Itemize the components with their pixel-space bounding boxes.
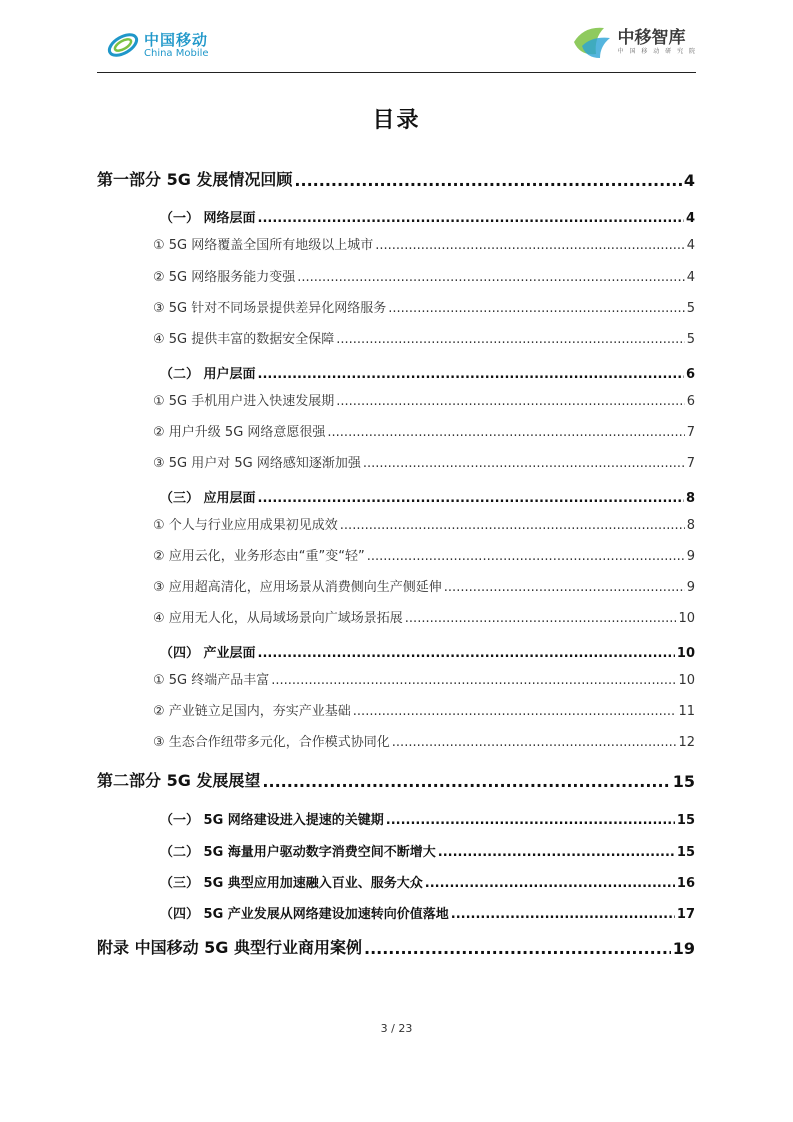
toc-page-number: 6 [686, 394, 695, 409]
toc-page-number: 7 [686, 425, 695, 440]
toc-label: （四） 5G 产业发展从网络建设加速转向价值落地 [160, 907, 449, 922]
toc-label: 第二部分 5G 发展展望 [97, 771, 261, 790]
toc-entry-1-1-3[interactable] [153, 294, 695, 316]
toc-page-number: 10 [676, 646, 695, 661]
toc-entry-appendix[interactable] [97, 936, 695, 958]
toc-label: ① 5G 手机用户进入快速发展期 [153, 394, 335, 409]
toc-label: （二） 5G 海量用户驱动数字消费空间不断增大 [160, 845, 436, 860]
toc-page-number: 10 [678, 673, 695, 688]
toc-leader-dots [336, 394, 684, 409]
think-tank-logo-icon [570, 22, 614, 62]
toc-page-number: 17 [676, 907, 695, 922]
toc-label: ③ 5G 用户对 5G 网络感知逐渐加强 [153, 456, 361, 471]
toc-page-number: 15 [676, 845, 695, 860]
toc-leader-dots [388, 301, 684, 316]
china-mobile-logo [106, 30, 209, 60]
toc-label: ② 应用云化，业务形态由“重”变“轻” [153, 549, 365, 564]
toc-entry-1-2-1[interactable] [153, 387, 695, 409]
toc-label: ③ 应用超高清化，应用场景从消费侧向生产侧延伸 [153, 580, 442, 595]
toc-leader-dots [327, 425, 684, 440]
toc-page-number: 4 [686, 238, 695, 253]
header-divider [97, 72, 696, 73]
toc-label: ② 用户升级 5G 网络意愿很强 [153, 425, 326, 440]
toc-entry-1-3-2[interactable] [153, 542, 695, 564]
toc-entry-1-1-2[interactable] [153, 263, 695, 285]
toc-page-number: 6 [685, 367, 695, 382]
toc-page-number: 15 [672, 772, 695, 791]
toc-label: （四） 产业层面 [160, 646, 256, 661]
toc-page-number: 12 [678, 735, 695, 750]
toc-leader-dots [451, 907, 675, 922]
toc-leader-dots [258, 646, 675, 661]
right-logo-sub: 中 国 移 动 研 究 院 [617, 47, 697, 55]
toc-label: ① 5G 网络覆盖全国所有地级以上城市 [153, 238, 374, 253]
toc-entry-1-2[interactable] [160, 360, 695, 382]
left-logo-en: China Mobile [144, 47, 209, 59]
toc-label: ③ 生态合作纽带多元化，合作模式协同化 [153, 735, 390, 750]
toc-leader-dots [364, 939, 671, 958]
toc-label: （二） 用户层面 [160, 367, 256, 382]
toc-leader-dots [363, 456, 685, 471]
toc-entry-1-2-3[interactable] [153, 449, 695, 471]
page-header [0, 0, 793, 75]
toc-label: ② 产业链立足国内，夯实产业基础 [153, 704, 351, 719]
toc-leader-dots [438, 845, 675, 860]
toc-entry-2-4[interactable] [160, 900, 695, 922]
toc-label: （一） 5G 网络建设进入提速的关键期 [160, 813, 384, 828]
toc-page-number: 9 [686, 549, 695, 564]
toc-page-number: 5 [686, 332, 695, 347]
toc-leader-dots [375, 238, 684, 253]
toc-entry-2-2[interactable] [160, 838, 695, 860]
toc-entry-1-4-3[interactable] [153, 728, 695, 750]
toc-entry-1-2-2[interactable] [153, 418, 695, 440]
toc-leader-dots [386, 813, 675, 828]
toc-page-number: 4 [683, 171, 695, 190]
toc-leader-dots [258, 211, 684, 226]
toc-leader-dots [297, 270, 684, 285]
toc-label: ④ 5G 提供丰富的数据安全保障 [153, 332, 335, 347]
toc-page-number: 5 [686, 301, 695, 316]
toc-entry-1-1[interactable] [160, 204, 695, 226]
toc-leader-dots [392, 735, 677, 750]
toc-entry-1-3-3[interactable] [153, 573, 695, 595]
toc-page-number: 16 [676, 876, 695, 891]
toc-page-number: 15 [676, 813, 695, 828]
toc-label: （三） 应用层面 [160, 491, 256, 506]
toc-label: ④ 应用无人化，从局域场景向广域场景拓展 [153, 611, 403, 626]
toc-page-number: 10 [678, 611, 695, 626]
toc-leader-dots [444, 580, 685, 595]
toc-leader-dots [425, 876, 675, 891]
toc-page-number: 19 [672, 939, 695, 958]
toc-entry-part2[interactable] [97, 769, 695, 791]
toc-entry-2-1[interactable] [160, 806, 695, 828]
toc-leader-dots [340, 518, 685, 533]
toc-entry-1-4-2[interactable] [153, 697, 695, 719]
toc-label: ① 个人与行业应用成果初见成效 [153, 518, 338, 533]
toc-leader-dots [405, 611, 677, 626]
cmri-think-tank-logo [570, 22, 697, 62]
toc-label: （三） 5G 典型应用加速融入百业、服务大众 [160, 876, 423, 891]
toc-label: ② 5G 网络服务能力变强 [153, 270, 296, 285]
toc-page-number: 8 [685, 491, 695, 506]
toc-leader-dots [262, 772, 670, 791]
toc-label: 附录 中国移动 5G 典型行业商用案例 [97, 938, 362, 957]
toc-page-number: 11 [678, 704, 695, 719]
toc-entry-1-3-4[interactable] [153, 604, 695, 626]
toc-leader-dots [258, 491, 684, 506]
china-mobile-swirl-icon [106, 30, 140, 60]
toc-page-number: 9 [686, 580, 695, 595]
toc-leader-dots [271, 673, 676, 688]
toc-leader-dots [336, 332, 684, 347]
toc-entry-2-3[interactable] [160, 869, 695, 891]
toc-page-number: 7 [686, 456, 695, 471]
toc-label: ① 5G 终端产品丰富 [153, 673, 270, 688]
toc-page-number: 4 [685, 211, 695, 226]
toc-label: 第一部分 5G 发展情况回顾 [97, 170, 293, 189]
toc-entry-1-3-1[interactable] [153, 511, 695, 533]
toc-leader-dots [367, 549, 685, 564]
page-indicator: 3 / 23 [380, 1022, 413, 1035]
toc-label: （一） 网络层面 [160, 211, 256, 226]
toc-entry-1-1-1[interactable] [153, 231, 695, 253]
toc-leader-dots [258, 367, 684, 382]
toc-entry-1-1-4[interactable] [153, 325, 695, 347]
toc-label: ③ 5G 针对不同场景提供差异化网络服务 [153, 301, 387, 316]
right-logo-cn: 中移智库 [617, 27, 686, 48]
toc-leader-dots [353, 704, 677, 719]
toc-page-number: 8 [686, 518, 695, 533]
toc-entry-1-4[interactable] [160, 639, 695, 661]
toc-entry-part1[interactable] [97, 168, 695, 190]
page-title: 目录 [372, 108, 421, 133]
toc-entry-1-3[interactable] [160, 484, 695, 506]
left-logo-cn: 中国移动 [144, 30, 209, 49]
toc-entry-1-4-1[interactable] [153, 666, 695, 688]
toc-page-number: 4 [686, 270, 695, 285]
toc-leader-dots [294, 171, 681, 190]
